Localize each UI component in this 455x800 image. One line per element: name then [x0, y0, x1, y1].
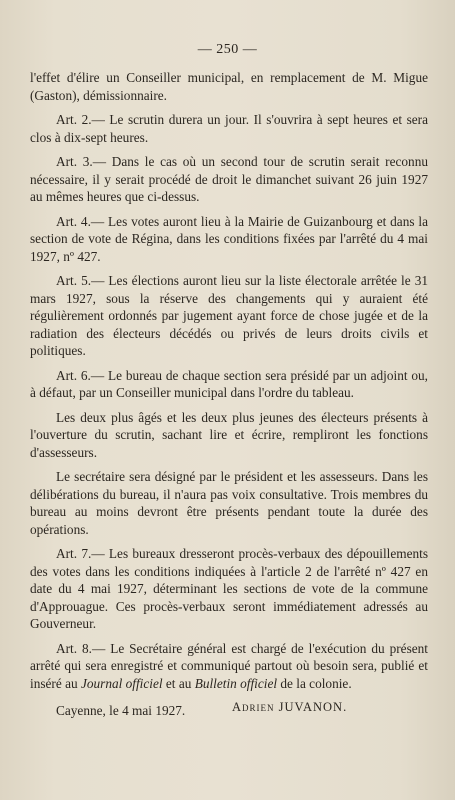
article-8	[30, 640, 428, 693]
journal-officiel-title: Journal officiel	[80, 675, 163, 691]
bulletin-officiel-title: Bulletin officiel	[194, 675, 278, 691]
article-3: Art. 3.— Dans le cas où un second tour de scrutin serait reconnu nécessaire, il y serait procédé de droit le dimanchet suivant 26 juin 1927 au mêmes heures que ci-dessus.	[30, 154, 428, 204]
secretary-paragraph: Le secrétaire sera désigné par le président et les assesseurs. Dans les délibérations du bureau, il n'aura pas voix consultative. Trois membres du bureau au moins devront être présents pendant toute la durée des opérations.	[30, 469, 428, 537]
article-8-text-a: Art. 8.— Le Secrétaire général est chargé de l'exécution du présent arrêté qui sera enregistré et communiqué partout où besoin sera, publié et inséré au	[30, 640, 428, 691]
article-6: Art. 6.— Le bureau de chaque section sera présidé par un adjoint ou, à défaut, par un Conseiller municipal dans l'ordre du tableau.	[30, 367, 428, 400]
article-5: Art. 5.— Les élections auront lieu sur la liste électorale arrêtée le 31 mars 1927, sous la réserve des changements qui y auraient été régulièrement ordonnés par jugement ayant force de chose jugée et de la radiation des électeurs décédés ou privés de leurs droits civils et politiques.	[30, 273, 428, 358]
paragraph-intro: l'effet d'élire un Conseiller municipal, en remplacement de M. Migue (Gaston), démissionnaire.	[30, 70, 428, 103]
article-8-text-b: et au	[162, 675, 195, 691]
signature-name: Adrien JUVANON.	[232, 700, 348, 714]
signature	[232, 700, 347, 715]
decree-body	[30, 69, 428, 727]
assessors-paragraph: Les deux plus âgés et les deux plus jeunes des électeurs présents à l'ouverture du scrutin, sachant lire et écrire, rempliront les fonctions d'assesseurs.	[30, 409, 428, 460]
page-number: — 250 —	[197, 42, 258, 57]
article-4: Art. 4.— Les votes auront lieu à la Mairie de Guizanbourg et dans la section de vote de Régina, dans les conditions fixées par l'arrêté du 4 mai 1927, nº 427.	[30, 213, 428, 264]
article-8-text-c: de la colonie.	[277, 675, 352, 691]
article-2: Art. 2.— Le scrutin durera un jour. Il s'ouvrira à sept heures et sera clos à dix-sept heures.	[30, 112, 428, 145]
place-date: Cayenne, le 4 mai 1927.	[56, 703, 186, 718]
article-7: Art. 7.— Les bureaux dresseront procès-verbaux des dépouillements des votes dans les conditions indiquées à l'article 2 de l'arrêté nº 427 en date du 4 mai 1927, déterminant les sections de vote de la commune d'Approuague. Ces procès-verbaux seront immédiatement adressés au Gouverneur.	[30, 546, 428, 631]
